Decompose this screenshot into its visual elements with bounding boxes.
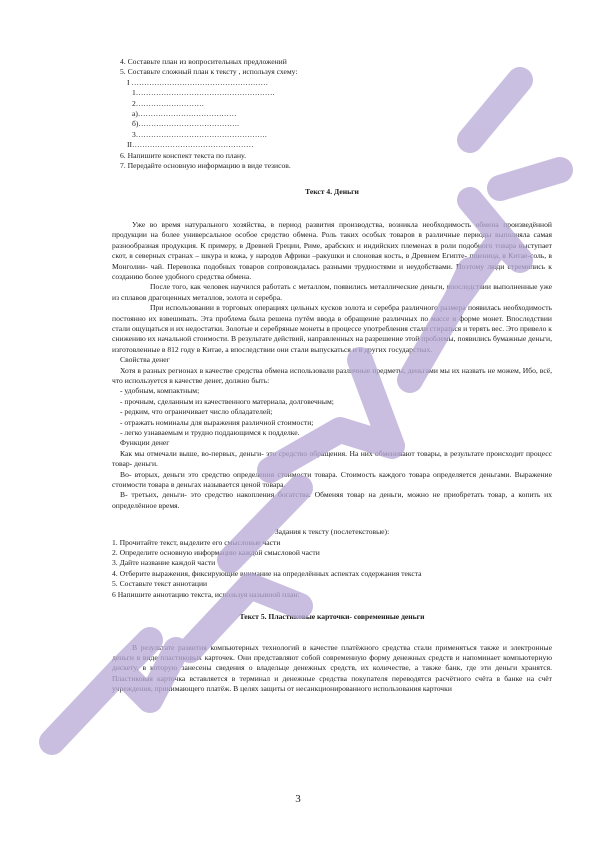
- text4-bullet-4: - отражать номиналы для выражения различной стоимости;: [120, 417, 314, 427]
- text4-paragraph-5: Как мы отмечали выше, во-первых, деньги- это средство обращения. На них обменивают товары, в результате происходит процесс товар- деньги.: [112, 448, 552, 469]
- plan-item-6: 6. Напишите конспект текста по плану.: [120, 150, 246, 160]
- task-6: 6 Напишите аннотацию текста, используя назывной план:: [112, 589, 300, 599]
- plan-scheme-a: а)…………………………………: [132, 109, 237, 119]
- plan-scheme-II: II…………………………………………: [127, 140, 254, 150]
- plan-scheme-2: 2………………………: [132, 98, 205, 108]
- plan-item-7: 7. Передайте основную информацию в виде тезисов.: [120, 161, 291, 171]
- plan-section: [112, 57, 552, 171]
- text4-subheading-properties: Свойства денег: [120, 355, 170, 365]
- tasks-title: Задания к тексту (послетекстовые):: [274, 527, 390, 537]
- page-content: [112, 57, 552, 695]
- plan-item-5: 5. Составьте сложный план к тексту , используя схему:: [120, 67, 298, 77]
- plan-scheme-3: 3…………………………………………….: [132, 129, 267, 139]
- text4-bullet-1: - удобным, компактным;: [120, 386, 200, 396]
- page-number: 3: [295, 793, 301, 805]
- task-1: 1. Прочитайте текст, выделите его смысловые части: [112, 537, 281, 547]
- text4-bullet-3: - редким, что ограничивает число обладателей;: [120, 407, 273, 417]
- task-2: 2. Определите основную информацию каждой смысловой части: [112, 548, 320, 558]
- task-4: 4. Отберите выражения, фиксирующие внимание на определённых аспектах содержания текста: [112, 568, 422, 578]
- text4-paragraph-7: В- третьих, деньги- это средство накопления богатства. Обменяя товар на деньги, можно не приобретать товар, а копить их определённое время.: [112, 490, 552, 510]
- plan-scheme-I: I ………………………………………………: [127, 77, 269, 87]
- task-5: 5. Составьте текст аннотации: [112, 579, 208, 589]
- plan-scheme-b: б)………………………………….: [132, 119, 240, 129]
- text5-paragraph-1: В результате развития компьютерных технологий в качестве платёжного средства стали применяться также и электронные деньги в виде пластиковых карточек. Они представляют собой современную форму денежных средств и напоминает компьютерную дискету, в которую занесены сведения о владельце денежных средств, их количестве, а также банк, где эти деньги хранятся. Пластиковая карточка вставляется в терминал и денежные средства покупателя переводятся расчётного счёта в банке на счёт учреждения, принимающего платёж. В целях защиты от несанкционированного использования карточки: [112, 642, 552, 694]
- text4-subheading-functions: Функции денег: [120, 438, 170, 448]
- text4-paragraph-4: Хотя в разных регионах в качестве средства обмена использовали различные предметы, деньгами мы их назвать не можем, Ибо, всё, что используется в качестве денег, должно быть:: [112, 365, 552, 385]
- tasks-list: [112, 538, 552, 600]
- plan-item-4: 4. Составьте план из вопросительных предложений: [120, 57, 287, 66]
- text4-paragraph-6: Во- вторых, деньги это средство определения стоимости товара. Стоимость каждого товара определяется деньгами. Выражение стоимости товара в деньгах называется ценой товара.: [112, 469, 552, 490]
- text4-paragraph-3: При использовании в торговых операциях цельных кусков золота и серебра различного размера появилась необходимость постоянно их взвешивать. Эта проблема была решена путём ввода в обращение различных по массе и форме монет. Впоследствии стали ощущаться и их недостатки. Золотые и серебряные монеты в процессе употребления стали стираться и терять вес. Это привело к снижению их начальной стоимости. В результате действий, направленных на разрешение этой проблемы, появились бумажные деньги, изготовленные в 812 году в Китае, а впоследствии они стали выпускаться и в других государствах.: [112, 303, 552, 354]
- text4-bullet-5: - легко узнаваемым и трудно поддающимся к подделке.: [120, 428, 300, 437]
- text4-paragraph-1: Уже во время натурального хозяйства, в период развития производства, возникла необходимость обмена произведённой продукции на более универсальное особое средство обмена. Роль таких особых товаров в различные периоды выполняла самая разнообразная продукция. К примеру, в Древней Греции, Риме, арабских и индийских племенах в роли подобного товара выступает скот, в северных странах – шкура и кожа, у народов Африки –ракушки и слоновая кость, в Древнем Египте- пшеница, в Китае-соль, в Монголии- чай. Перевозка подобных товаров сопровождалась разными трудностями и неудобствами. Поэтому люди стремились к созданию более удобного средства обмена.: [112, 219, 552, 281]
- text4-paragraph-2: После того, как человек научился работать с металлом, появились металлические деньги, впоследствии выполненные уже из сплавов драгоценных металлов, золота и серебра.: [112, 282, 552, 302]
- plan-scheme-1: 1……………………………………………….: [132, 88, 275, 98]
- text4-bullet-2: - прочным, сделанным из качественного материала, долговечным;: [120, 396, 334, 406]
- task-3: 3. Дайте название каждой части: [112, 558, 216, 568]
- text4-title: Текст 4. Деньги: [305, 187, 359, 197]
- text5-title: Текст 5. Пластиковые карточки- современные деньги: [239, 612, 425, 622]
